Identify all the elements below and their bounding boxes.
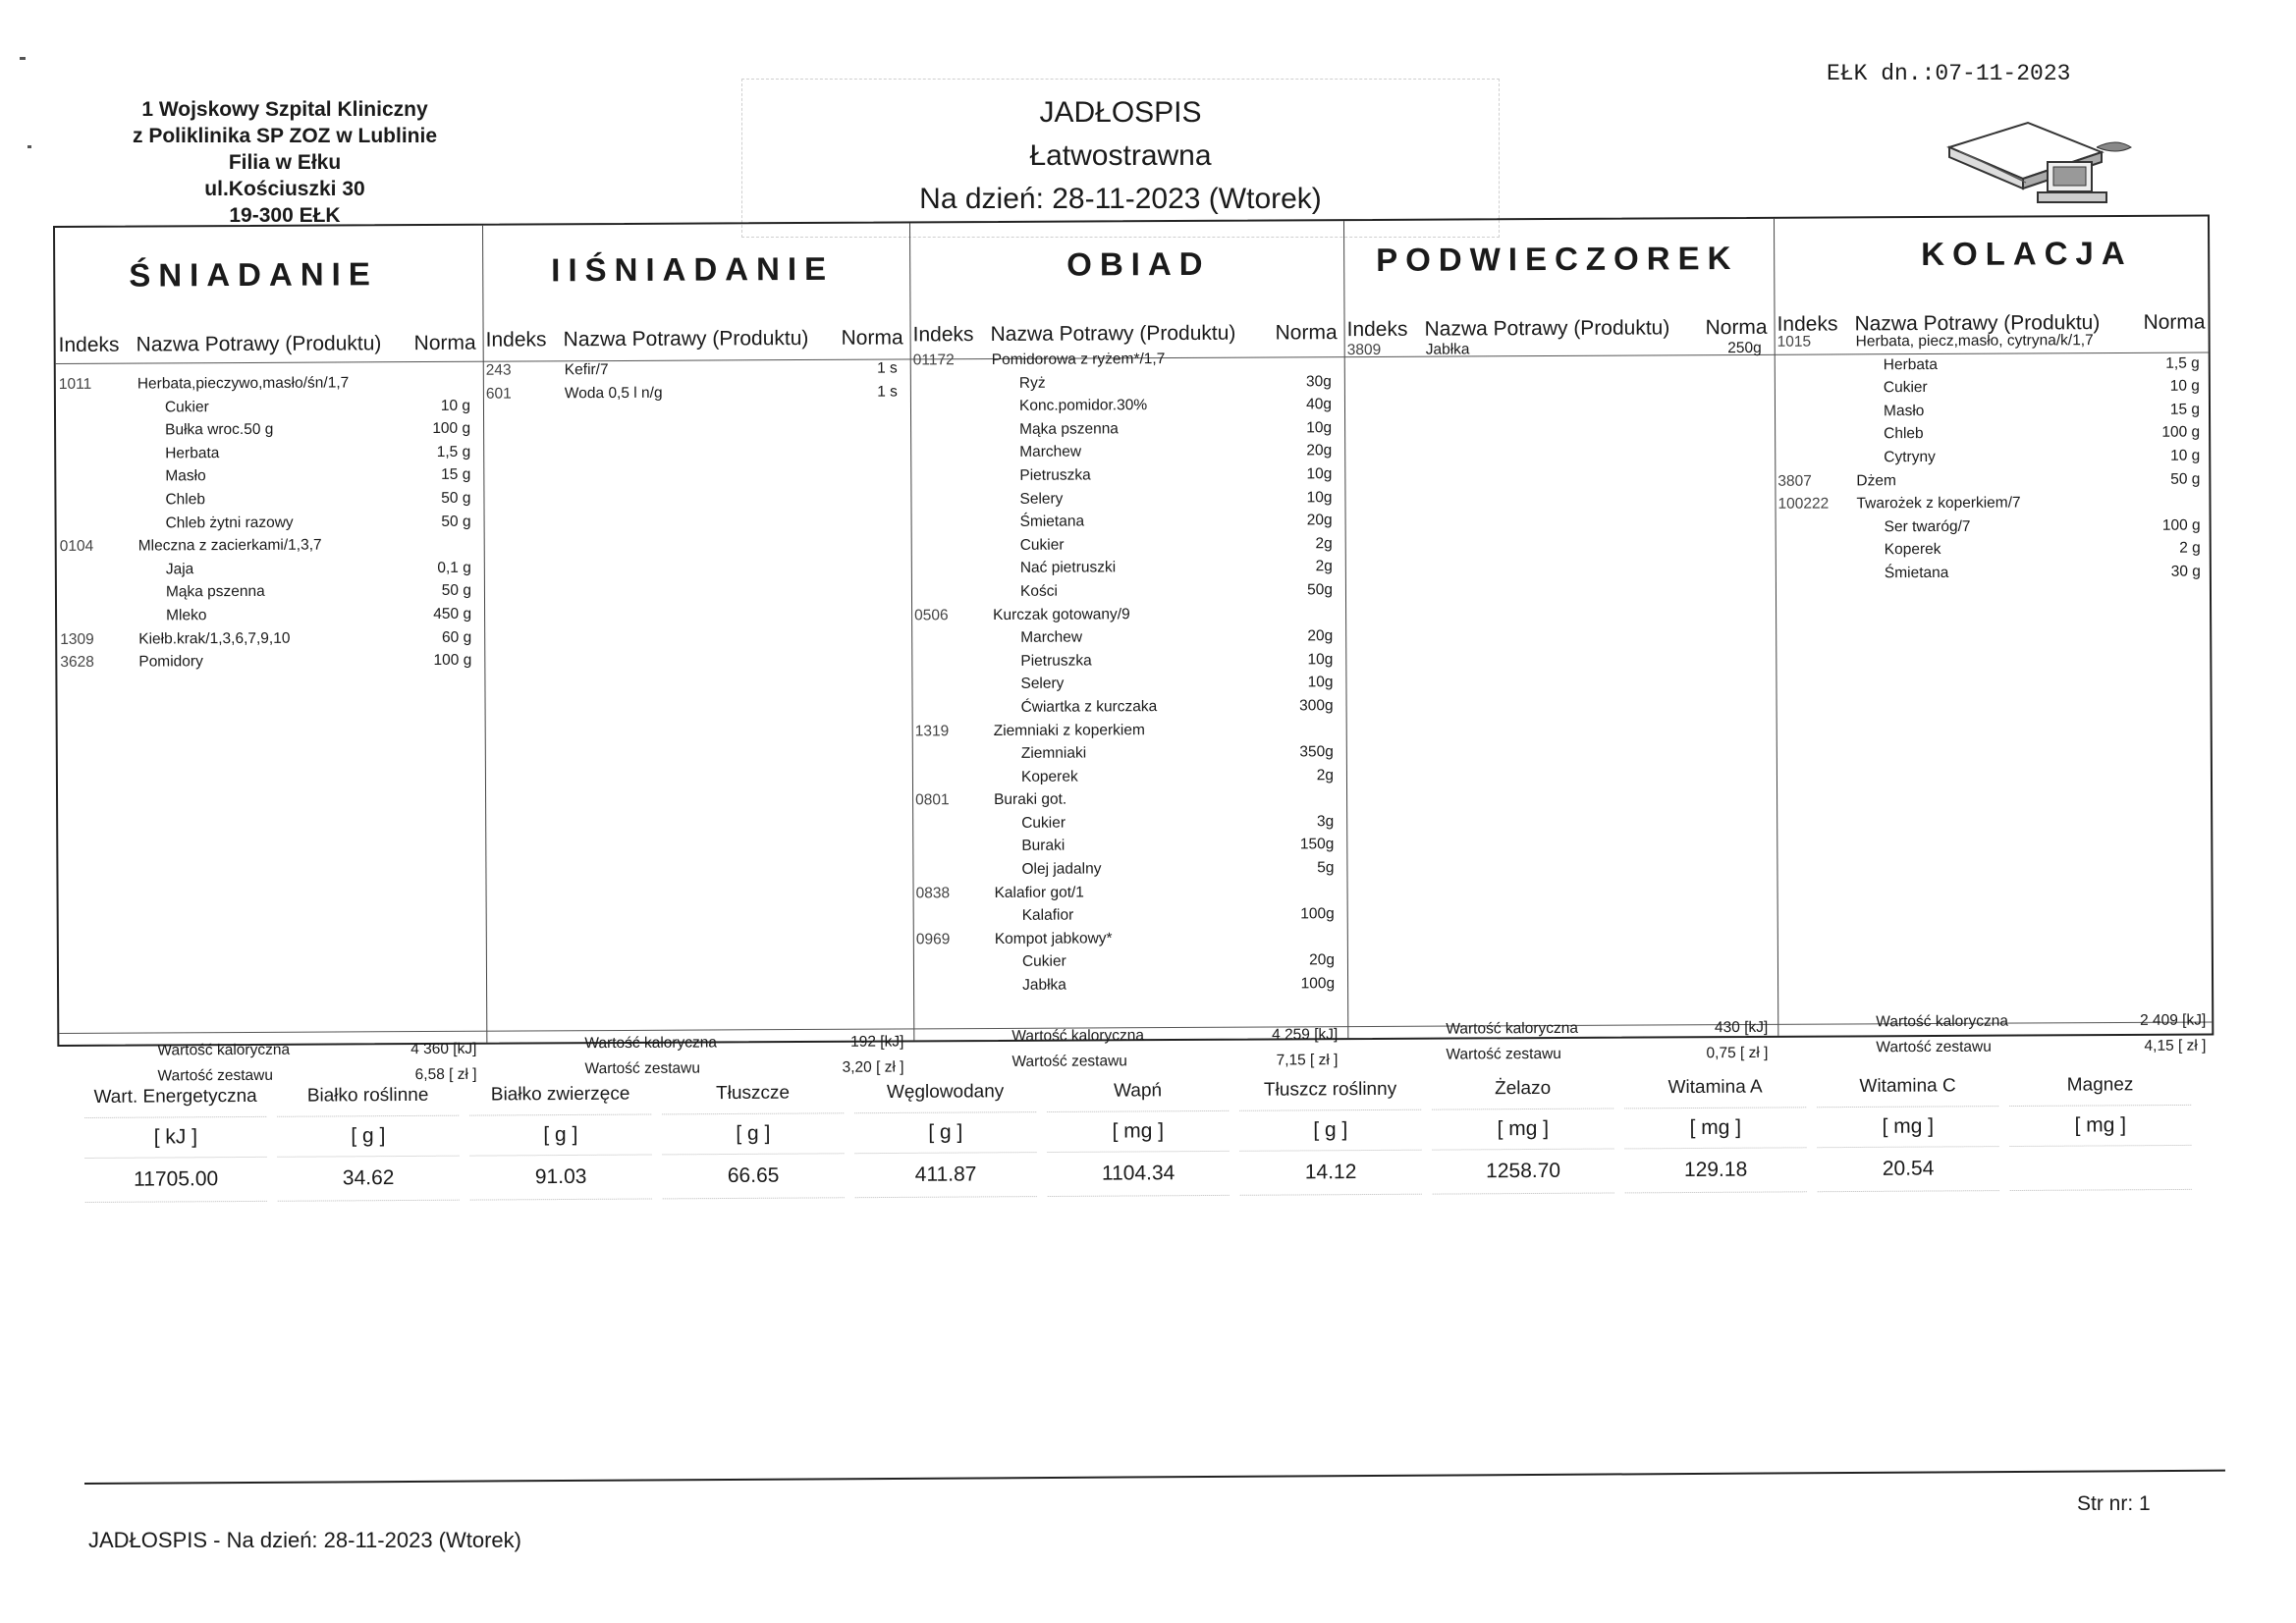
nutrient-3 <box>662 1073 845 1199</box>
cost-value: 7,15 [ zł ] <box>1276 1052 1339 1069</box>
cost-label: Wartość zestawu <box>1876 1038 1992 1056</box>
row-name: Kalafior got/1 <box>994 884 1084 901</box>
menu-row <box>914 671 1337 696</box>
menu-row <box>1778 560 2205 585</box>
nutrient-value: 129.18 <box>1624 1147 1806 1193</box>
menu-row <box>913 416 1336 442</box>
menu-row <box>1777 467 2204 493</box>
row-norm: 20g <box>1306 512 1333 529</box>
nutrient-value: 11705.00 <box>84 1157 266 1203</box>
row-norm: 30 g <box>2170 563 2201 580</box>
nutrient-unit: [ mg ] <box>1432 1108 1613 1149</box>
row-norm: 50 g <box>441 513 471 530</box>
nutrient-unit: [ mg ] <box>1047 1110 1229 1152</box>
menu-row <box>59 441 474 466</box>
calorie-value: 2 409 [kJ] <box>2140 1011 2207 1029</box>
row-index: 3628 <box>60 653 94 672</box>
menu-row <box>1778 537 2205 563</box>
row-name: Cukier <box>1019 536 1065 554</box>
row-norm: 20g <box>1307 627 1334 645</box>
page-number: Str nr: 1 <box>2077 1492 2151 1515</box>
menu-row <box>915 764 1338 789</box>
menu-row <box>1777 329 2204 354</box>
nutrient-value: 1104.34 <box>1047 1151 1229 1197</box>
row-name: Kurczak gotowany/9 <box>993 605 1130 623</box>
row-index: 601 <box>485 385 512 403</box>
meal-title-podwieczorek: PODWIECZOREK <box>1376 240 1739 278</box>
meal-column-sniadanie <box>59 371 476 675</box>
row-name: Masło <box>1883 402 1925 420</box>
calorie-label: Wartość kaloryczna <box>1446 1019 1579 1038</box>
diet-name: Łatwostrawna <box>1029 139 1212 172</box>
row-name: Śmietana <box>1019 513 1085 531</box>
row-norm: 20g <box>1306 442 1333 460</box>
scan-mark <box>27 145 31 148</box>
calorie-value: 4 360 [kJ] <box>410 1040 477 1058</box>
menu-row <box>486 356 902 382</box>
row-index: 1319 <box>914 722 950 739</box>
row-name: Kompot jabkowy* <box>994 930 1113 947</box>
menu-row <box>915 810 1338 836</box>
row-name: Kiełb.krak/1,3,6,7,9,10 <box>138 629 291 648</box>
meal-column-kolacja <box>1777 329 2205 586</box>
menu-row <box>1777 421 2204 447</box>
nutrient-value: 66.65 <box>662 1153 844 1199</box>
row-name: Pietruszka <box>1020 652 1092 670</box>
hospital-line: ul.Kościuszki 30 <box>204 178 365 200</box>
column-header-name: Nazwa Potrawy (Produktu) <box>990 321 1236 347</box>
nutrient-name: Witamina A <box>1667 1076 1763 1099</box>
cost-value: 3,20 [ zł ] <box>842 1058 904 1076</box>
column-header-norm: Norma <box>841 326 903 350</box>
row-norm: 5g <box>1317 859 1335 877</box>
row-norm: 2g <box>1315 534 1333 553</box>
row-norm: 10g <box>1306 465 1333 483</box>
row-norm: 3g <box>1316 813 1335 831</box>
scan-mark <box>20 57 26 60</box>
row-norm: 100 g <box>433 651 472 670</box>
column-header-index: Indeks <box>485 328 547 352</box>
hospital-line: z Poliklinika SP ZOZ w Lublinie <box>133 125 437 147</box>
row-norm: 1 s <box>877 359 898 377</box>
row-name: Jabłka <box>1022 976 1066 994</box>
nutrient-value <box>2009 1145 2191 1191</box>
menu-row <box>60 649 475 675</box>
nutrient-value: 34.62 <box>277 1156 459 1202</box>
menu-row <box>914 624 1337 650</box>
row-index: 1011 <box>58 375 92 393</box>
column-header-name: Nazwa Potrawy (Produktu) <box>136 332 382 356</box>
nutrient-unit: [ g ] <box>277 1115 459 1157</box>
meal-footer-kolacja <box>1876 1008 2207 1056</box>
row-norm: 100g <box>1300 975 1336 993</box>
menu-row <box>915 856 1338 882</box>
row-index: 3807 <box>1777 472 1812 490</box>
row-name: Mleczna z zacierkami/1,3,7 <box>137 536 322 555</box>
nutrient-unit: [ mg ] <box>1624 1107 1806 1148</box>
menu-row <box>1777 491 2204 516</box>
column-header-index: Indeks <box>1346 317 1408 342</box>
row-name: Ziemniaki <box>1020 744 1087 762</box>
row-norm: 150g <box>1299 836 1335 853</box>
row-norm: 50 g <box>2170 470 2201 488</box>
row-norm: 450 g <box>433 605 472 622</box>
row-norm: 2 g <box>2179 539 2201 558</box>
row-norm: 10g <box>1307 650 1334 669</box>
nutrient-8 <box>1624 1067 1807 1193</box>
row-index: 0969 <box>915 931 951 948</box>
menu-row <box>916 926 1339 951</box>
row-norm: 10g <box>1307 674 1334 691</box>
nutrient-name: Witamina C <box>1859 1075 1956 1097</box>
row-name: Herbata,pieczywo,masło/śn/1,7 <box>137 374 350 393</box>
menu-row <box>1777 445 2204 470</box>
row-norm: 1,5 g <box>2165 354 2200 372</box>
nutrient-1 <box>277 1076 460 1202</box>
menu-row <box>60 579 475 605</box>
nutrient-value: 14.12 <box>1239 1150 1421 1196</box>
menu-row <box>913 370 1336 396</box>
row-name: Selery <box>1019 490 1064 508</box>
menu-row <box>913 440 1336 465</box>
nutrient-name: Białko zwierzęce <box>490 1083 630 1106</box>
meal-title-kolacja: KOLACJA <box>1921 234 2133 273</box>
menu-date: Na dzień: 28-11-2023 (Wtorek) <box>919 183 1322 215</box>
menu-row <box>1347 337 1766 362</box>
row-norm: 50 g <box>441 582 471 600</box>
nutrient-name: Tłuszcze <box>716 1082 791 1105</box>
row-name: Śmietana <box>1884 564 1949 582</box>
footer-title: JADŁOSPIS - Na dzień: 28-11-2023 (Wtorek) <box>88 1528 521 1552</box>
row-name: Nać pietruszki <box>1019 559 1117 577</box>
row-index: 01172 <box>912 352 955 369</box>
row-name: Koperek <box>1884 541 1941 559</box>
row-index: 3809 <box>1346 341 1382 359</box>
nutrient-7 <box>1432 1068 1614 1194</box>
column-header-norm: Norma <box>1275 321 1338 345</box>
menu-row <box>60 510 475 535</box>
row-norm: 0,1 g <box>437 559 471 576</box>
row-norm: 100 g <box>2161 423 2201 442</box>
row-norm: 60 g <box>441 628 472 646</box>
menu-row <box>486 380 902 406</box>
row-name: Mleko <box>166 607 207 624</box>
nutrient-unit: [ mg ] <box>2009 1105 2191 1146</box>
cost-value: 4,15 [ zł ] <box>2144 1037 2207 1055</box>
meal-column-ii-sniadanie <box>486 356 902 405</box>
nutrient-name: Wapń <box>1114 1080 1163 1102</box>
menu-row <box>916 972 1339 998</box>
meal-title-obiad: OBIAD <box>1066 244 1211 283</box>
row-name: Kefir/7 <box>564 361 609 379</box>
row-norm: 100g <box>1300 905 1335 923</box>
row-norm: 50g <box>1307 581 1334 599</box>
title-box <box>741 79 1500 238</box>
row-index: 243 <box>485 361 512 379</box>
row-name: Bułka wroc.50 g <box>165 421 274 439</box>
row-norm: 100 g <box>2161 516 2201 534</box>
row-norm: 50 g <box>441 489 471 507</box>
menu-row <box>914 556 1337 581</box>
column-header-norm: Norma <box>2143 310 2206 334</box>
row-norm: 100 g <box>432 419 471 438</box>
menu-row <box>60 533 475 559</box>
nutrient-name: Wart. Energetyczna <box>93 1085 257 1108</box>
menu-row <box>914 648 1337 674</box>
row-name: Cukier <box>164 398 209 415</box>
calorie-value: 192 [kJ] <box>850 1033 904 1051</box>
column-header-index: Indeks <box>1777 312 1838 336</box>
row-name: Herbata <box>1883 355 1938 373</box>
row-norm: 2g <box>1316 766 1334 784</box>
row-name: Ser twaróg/7 <box>1884 517 1971 535</box>
nutrient-unit: [ g ] <box>662 1112 844 1154</box>
nutrient-2 <box>469 1074 652 1200</box>
row-name: Ćwiartka z kurczaka <box>1020 698 1158 716</box>
hospital-line: 1 Wojskowy Szpital Kliniczny <box>141 98 428 121</box>
menu-row <box>914 602 1337 627</box>
menu-row <box>1777 352 2204 377</box>
row-name: Koperek <box>1020 768 1078 785</box>
row-name: Ryż <box>1018 374 1046 392</box>
meal-footer-podwieczorek <box>1446 1015 1769 1063</box>
meal-title-sniadanie: ŚNIADANIE <box>129 255 378 294</box>
row-norm: 2g <box>1315 558 1333 575</box>
nutrient-name: Żelazo <box>1495 1077 1552 1100</box>
nutrient-name: Tłuszcz roślinny <box>1263 1078 1397 1101</box>
nutrient-unit: [ g ] <box>469 1113 651 1155</box>
column-header-index: Indeks <box>58 333 120 356</box>
nutrient-value: 91.03 <box>469 1154 651 1200</box>
row-norm: 40g <box>1306 396 1333 413</box>
menu-row <box>915 740 1338 766</box>
menu-row <box>1778 514 2205 539</box>
row-name: Marchew <box>1020 628 1083 646</box>
row-index: 1309 <box>60 630 94 648</box>
menu-row <box>59 371 474 397</box>
menu-row <box>914 578 1337 604</box>
cost-label: Wartość zestawu <box>157 1066 274 1085</box>
meal-column-podwieczorek <box>1347 337 1766 362</box>
menu-row <box>60 625 475 651</box>
column-header-name: Nazwa Potrawy (Produktu) <box>1854 311 2101 336</box>
row-name: Woda 0,5 l n/g <box>564 384 663 402</box>
meal-footer-sniadanie <box>157 1037 477 1085</box>
row-index: 1015 <box>1777 333 1812 351</box>
row-name: Cytryny <box>1884 448 1936 466</box>
row-name: Pomidorowa z ryżem*/1,7 <box>991 351 1166 368</box>
row-name: Jaja <box>165 561 194 578</box>
menu-row <box>59 487 474 513</box>
row-index: 0801 <box>915 791 950 809</box>
nutrient-value: 20.54 <box>1817 1146 1998 1192</box>
calorie-value: 4 259 [kJ] <box>1272 1026 1339 1044</box>
calorie-label: Wartość kaloryczna <box>157 1041 291 1059</box>
nutrient-value: 411.87 <box>854 1152 1036 1198</box>
menu-row <box>59 394 474 419</box>
meal-column-obiad <box>913 347 1339 998</box>
row-name: Herbata <box>165 444 220 462</box>
cost-label: Wartość zestawu <box>1011 1053 1127 1070</box>
row-name: Konc.pomidor.30% <box>1018 397 1148 415</box>
hospital-line: 19-300 EŁK <box>229 204 341 227</box>
menu-row <box>915 786 1338 812</box>
row-name: Olej jadalny <box>1021 860 1102 878</box>
row-norm: 20g <box>1309 951 1335 969</box>
row-name: Chleb żytni razowy <box>165 514 294 531</box>
row-name: Kości <box>1019 582 1058 600</box>
calorie-value: 430 [kJ] <box>1714 1018 1769 1037</box>
nutrient-unit: [ kJ ] <box>84 1116 266 1158</box>
menu-row <box>913 486 1336 512</box>
menu-row <box>60 557 475 582</box>
menu-row <box>916 902 1339 928</box>
row-name: Dżem <box>1856 471 1896 489</box>
cost-value: 6,58 [ zł ] <box>414 1065 477 1084</box>
row-name: Buraki <box>1021 838 1066 855</box>
calorie-label: Wartość kaloryczna <box>1011 1027 1145 1045</box>
row-index: 0506 <box>914 606 949 623</box>
menu-row <box>913 393 1336 418</box>
column-header-name: Nazwa Potrawy (Produktu) <box>563 326 809 352</box>
menu-row <box>59 463 474 489</box>
row-norm: 10 g <box>2169 377 2200 395</box>
row-norm: 10g <box>1306 418 1333 437</box>
meal-footer-obiad <box>1011 1022 1339 1070</box>
menu-row <box>915 834 1338 859</box>
nutrient-10 <box>2009 1065 2192 1191</box>
cost-label: Wartość zestawu <box>584 1059 700 1078</box>
row-name: Mąka pszenna <box>1019 420 1119 438</box>
nutrient-9 <box>1817 1066 1999 1192</box>
row-name: Cukier <box>1021 814 1066 832</box>
nutrient-unit: [ mg ] <box>1817 1106 1998 1147</box>
row-norm: 15 g <box>2169 401 2201 418</box>
menu-row <box>916 949 1339 975</box>
row-index: 0104 <box>59 537 94 556</box>
row-name: Twarożek z koperkiem/7 <box>1856 494 2021 513</box>
row-name: Selery <box>1020 675 1065 693</box>
nutrient-name: Białko roślinne <box>306 1084 429 1107</box>
menu-row <box>915 694 1338 720</box>
nutrient-name: Węglowodany <box>886 1081 1005 1104</box>
row-norm: 10g <box>1306 488 1333 506</box>
row-name: Marchew <box>1019 443 1082 461</box>
row-name: Masło <box>165 467 206 485</box>
menu-row <box>913 462 1336 488</box>
issue-date: EŁK dn.:07-11-2023 <box>1827 61 2071 86</box>
menu-row <box>916 880 1339 905</box>
nutrient-0 <box>84 1077 267 1203</box>
row-name: Cukier <box>1883 379 1928 397</box>
hospital-address <box>88 96 481 229</box>
menu-row <box>59 417 474 443</box>
row-name: Cukier <box>1021 953 1066 971</box>
row-norm: 10 g <box>2170 447 2201 464</box>
row-index: 100222 <box>1777 495 1830 513</box>
row-name: Mąka pszenna <box>165 583 265 601</box>
menu-row <box>1777 375 2204 401</box>
row-name: Chleb <box>165 491 206 509</box>
column-header-name: Nazwa Potrawy (Produktu) <box>1424 316 1670 341</box>
column-header-norm: Norma <box>413 331 476 355</box>
row-norm: 15 g <box>441 466 471 484</box>
nutrient-unit: [ g ] <box>854 1111 1036 1153</box>
hospital-line: Filia w Ełku <box>228 151 342 174</box>
row-norm: 30g <box>1305 372 1332 390</box>
nutrient-5 <box>1047 1071 1230 1197</box>
row-name: Pomidory <box>138 653 203 671</box>
nutrient-unit: [ g ] <box>1239 1109 1421 1151</box>
column-header-norm: Norma <box>1705 315 1768 340</box>
menu-row <box>915 718 1338 743</box>
nutrition-summary <box>84 1065 2226 1225</box>
cost-label: Wartość zestawu <box>1446 1045 1561 1063</box>
menu-row <box>1777 398 2204 423</box>
row-norm: 300g <box>1299 697 1334 715</box>
row-norm: 10 g <box>440 397 471 414</box>
row-name: Ziemniaki z koperkiem <box>993 721 1145 739</box>
row-name: Pietruszka <box>1019 466 1091 484</box>
nutrient-4 <box>854 1072 1037 1198</box>
row-index: 0838 <box>915 884 951 902</box>
row-name: Jabłka <box>1425 341 1470 358</box>
nutrient-value: 1258.70 <box>1432 1148 1613 1194</box>
nutrient-6 <box>1239 1070 1422 1196</box>
calorie-label: Wartość kaloryczna <box>584 1034 718 1053</box>
row-name: Chleb <box>1884 425 1924 443</box>
row-norm: 350g <box>1299 743 1334 761</box>
menu-row <box>913 347 1336 372</box>
row-name: Herbata, piecz,masło, cytryna/k/1,7 <box>1855 332 2094 351</box>
row-norm: 1,5 g <box>436 443 471 460</box>
book-computer-icon <box>1940 108 2136 206</box>
meal-title-ii-sniadanie: IIŚNIADANIE <box>551 249 835 289</box>
row-name: Kalafior <box>1021 906 1074 925</box>
row-norm: 1 s <box>877 383 898 401</box>
document-title: JADŁOSPIS <box>1039 96 1202 129</box>
row-name: Buraki got. <box>994 790 1067 809</box>
menu-row <box>60 603 475 628</box>
footer-rule <box>84 1470 2225 1485</box>
cost-value: 0,75 [ zł ] <box>1706 1044 1769 1062</box>
menu-row <box>914 532 1337 558</box>
calorie-label: Wartość kaloryczna <box>1876 1012 2008 1031</box>
menu-row <box>914 509 1337 534</box>
column-header-index: Indeks <box>912 323 974 347</box>
row-norm: 250g <box>1727 339 1762 357</box>
nutrient-name: Magnez <box>2066 1074 2134 1096</box>
